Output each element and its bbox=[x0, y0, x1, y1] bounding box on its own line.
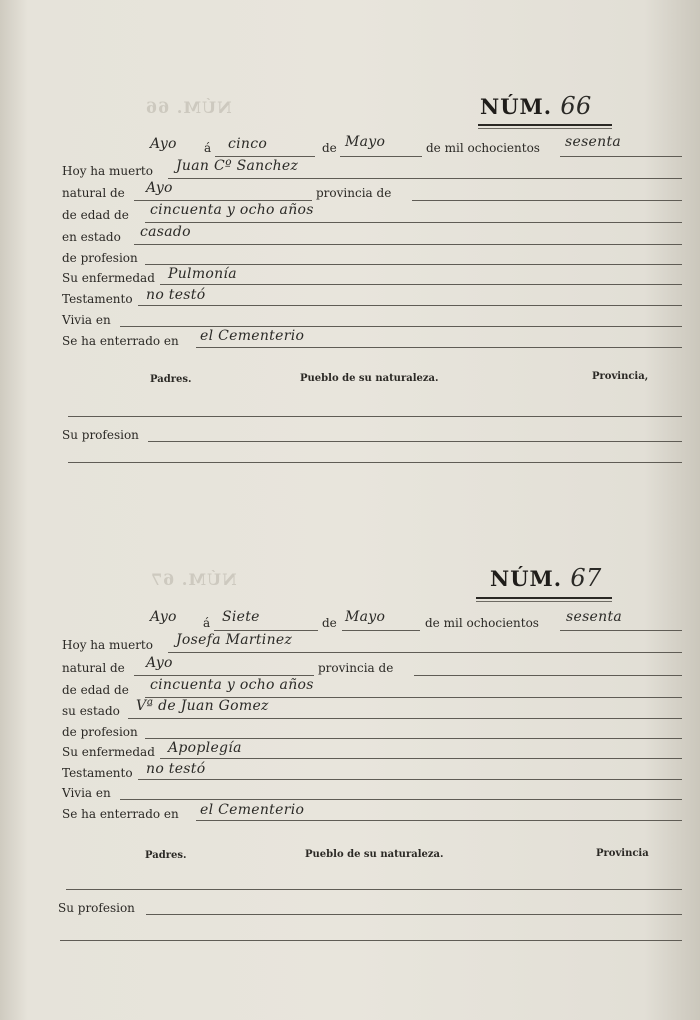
civil-state-value: Vª de Juan Gomez bbox=[136, 698, 269, 714]
edad-label: de edad de bbox=[62, 683, 129, 697]
month-line bbox=[342, 630, 420, 631]
parents-profession-line bbox=[146, 914, 682, 915]
parents-bottom-line bbox=[60, 940, 682, 941]
lived-in-line bbox=[120, 326, 682, 327]
a-label: á bbox=[203, 616, 211, 630]
estado-label: en estado bbox=[62, 230, 121, 244]
record-number-label: NÚM. bbox=[490, 566, 563, 591]
bleed-through-number-bottom: NÚM. 67 bbox=[150, 570, 237, 589]
province-line bbox=[412, 200, 682, 201]
record-number-value: 67 bbox=[570, 564, 602, 592]
de-mil-label: de mil ochocientos bbox=[426, 141, 540, 155]
age-value: cincuenta y ocho años bbox=[150, 202, 314, 218]
natural-line bbox=[134, 675, 314, 676]
illness-line bbox=[160, 758, 682, 759]
edad-label: de edad de bbox=[62, 208, 129, 222]
profesion-label: de profesion bbox=[62, 725, 138, 739]
illness-value: Apoplegía bbox=[168, 740, 242, 756]
natural-value: Ayo bbox=[146, 655, 173, 671]
enterrado-label: Se ha enterrado en bbox=[62, 807, 179, 821]
number-underline-thin bbox=[476, 601, 612, 602]
profession-line bbox=[145, 264, 682, 265]
de-mil-label: de mil ochocientos bbox=[425, 616, 539, 630]
profession-line bbox=[145, 738, 682, 739]
natural-label: natural de bbox=[62, 661, 125, 675]
province-line bbox=[414, 675, 682, 676]
pueblo-header: Pueblo de su naturaleza. bbox=[300, 373, 439, 384]
provincia-label: provincia de bbox=[318, 661, 394, 675]
record-number bbox=[490, 564, 602, 592]
su-profesion-label: Su profesion bbox=[62, 428, 139, 442]
su-profesion-label: Su profesion bbox=[58, 901, 135, 915]
age-value: cincuenta y ocho años bbox=[150, 677, 314, 693]
enfermedad-label: Su enfermedad bbox=[62, 271, 155, 285]
number-underline bbox=[478, 124, 612, 126]
day-value: cinco bbox=[228, 136, 268, 152]
day-line bbox=[214, 630, 318, 631]
profesion-label: de profesion bbox=[62, 251, 138, 265]
illness-value: Pulmonía bbox=[168, 266, 237, 282]
civil-state-line bbox=[128, 718, 682, 719]
de-label: de bbox=[322, 616, 337, 630]
month-value: Mayo bbox=[345, 609, 386, 625]
year-line bbox=[560, 630, 682, 631]
name-value: Juan Cº Sanchez bbox=[176, 158, 299, 174]
testamento-label: Testamento bbox=[62, 292, 133, 306]
padres-header: Padres. bbox=[150, 374, 192, 385]
number-underline bbox=[476, 597, 612, 599]
number-underline-thin bbox=[478, 128, 612, 129]
record-number-label: NÚM. bbox=[480, 94, 553, 119]
testament-value: no testó bbox=[146, 287, 206, 303]
parents-profession-line bbox=[148, 441, 682, 442]
day-value: Siete bbox=[222, 609, 260, 625]
civil-state-value: casado bbox=[140, 224, 191, 240]
buried-in-value: el Cementerio bbox=[200, 328, 305, 344]
day-line bbox=[215, 156, 315, 157]
natural-line bbox=[134, 200, 312, 201]
name-line bbox=[168, 178, 682, 179]
year-line bbox=[560, 156, 682, 157]
parents-bottom-line bbox=[68, 462, 682, 463]
testamento-label: Testamento bbox=[62, 766, 133, 780]
testament-line bbox=[138, 305, 682, 306]
estado-label: su estado bbox=[62, 704, 120, 718]
a-label: á bbox=[204, 141, 212, 155]
year-value: sesenta bbox=[565, 134, 622, 150]
hoy-label: Hoy ha muerto bbox=[62, 638, 153, 652]
lived-in-line bbox=[120, 799, 682, 800]
de-label: de bbox=[322, 141, 337, 155]
month-line bbox=[340, 156, 422, 157]
bleed-through-number-top: NÚM. 66 bbox=[145, 98, 232, 117]
vivia-label: Vivia en bbox=[62, 786, 111, 800]
name-value: Josefa Martinez bbox=[176, 632, 293, 648]
provincia-label: provincia de bbox=[316, 186, 392, 200]
buried-in-value: el Cementerio bbox=[200, 802, 305, 818]
provincia-header: Provincia, bbox=[592, 371, 649, 382]
place-value: Ayo bbox=[150, 136, 177, 152]
record-number-value: 66 bbox=[560, 92, 592, 120]
provincia-header: Provincia bbox=[596, 848, 649, 859]
buried-in-line bbox=[196, 347, 682, 348]
parents-line bbox=[68, 416, 682, 417]
buried-in-line bbox=[196, 820, 682, 821]
parents-line bbox=[66, 889, 682, 890]
enfermedad-label: Su enfermedad bbox=[62, 745, 155, 759]
illness-line bbox=[160, 284, 682, 285]
enterrado-label: Se ha enterrado en bbox=[62, 334, 179, 348]
name-line bbox=[168, 652, 682, 653]
record-number bbox=[480, 92, 592, 120]
hoy-label: Hoy ha muerto bbox=[62, 164, 153, 178]
month-value: Mayo bbox=[345, 134, 386, 150]
padres-header: Padres. bbox=[145, 850, 187, 861]
pueblo-header: Pueblo de su naturaleza. bbox=[305, 849, 444, 860]
place-value: Ayo bbox=[150, 609, 177, 625]
age-line bbox=[145, 222, 682, 223]
testament-line bbox=[138, 779, 682, 780]
vivia-label: Vivia en bbox=[62, 313, 111, 327]
civil-state-line bbox=[134, 244, 682, 245]
year-value: sesenta bbox=[566, 609, 623, 625]
natural-label: natural de bbox=[62, 186, 125, 200]
testament-value: no testó bbox=[146, 761, 206, 777]
natural-value: Ayo bbox=[146, 180, 173, 196]
